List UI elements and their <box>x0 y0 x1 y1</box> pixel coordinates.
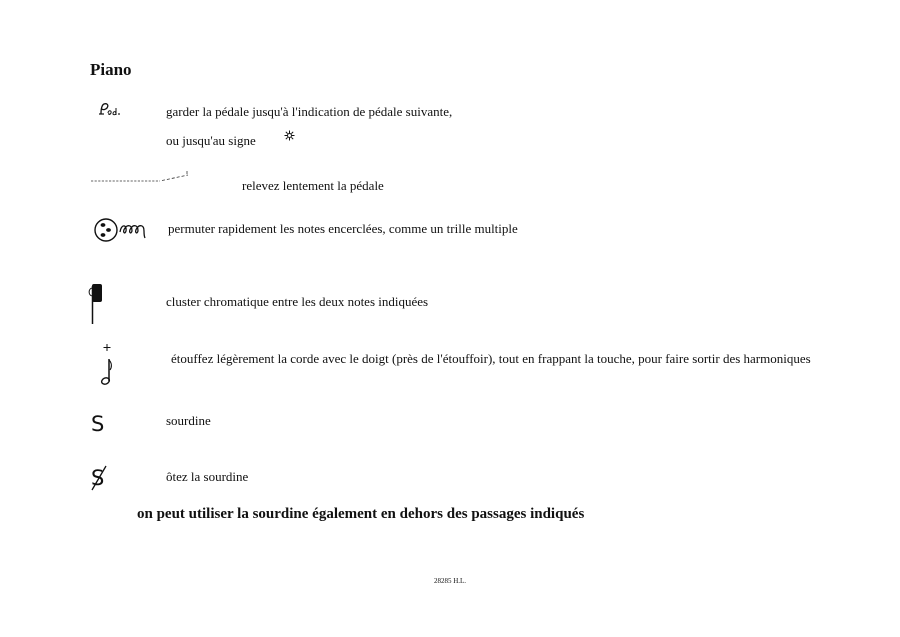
cluster-description: cluster chromatique entre les deux notes indiquées <box>166 294 429 309</box>
muted-note-description: étouffez légèrement la corde avec le doigt (près de l'étouffoir), tout en frappant la touche, pour faire sortir des harmoniques <box>171 351 811 366</box>
pedal-description-line1: garder la pédale jusqu'à l'indication de pédale suivante, <box>166 104 453 119</box>
pedal-release-asterisk-icon <box>284 130 295 141</box>
sourdine-note: on peut utiliser la sourdine également en dehors des passages indiqués <box>137 506 585 522</box>
sourdine-symbol: S <box>91 412 105 436</box>
gradual-pedal-line-icon <box>90 170 200 186</box>
strike-through-icon <box>90 464 108 492</box>
sourdine-description: sourdine <box>166 413 211 428</box>
remove-sourdine-description: ôtez la sourdine <box>166 469 249 484</box>
cluster-note-icon <box>88 282 108 326</box>
circled-notes-trill-icon <box>94 216 162 244</box>
pedal-icon <box>98 101 122 117</box>
gradual-pedal-description: relevez lentement la pédale <box>242 178 384 193</box>
page-title: Piano <box>90 60 132 79</box>
sourdine-struck-symbol: S <box>91 466 105 490</box>
page-footer: 28285 H.L. <box>433 577 467 585</box>
circled-notes-description: permuter rapidement les notes encerclées, comme un trille multiple <box>168 221 518 236</box>
pedal-description-line2: ou jusqu'au signe <box>166 133 256 148</box>
muted-note-icon <box>98 343 118 391</box>
